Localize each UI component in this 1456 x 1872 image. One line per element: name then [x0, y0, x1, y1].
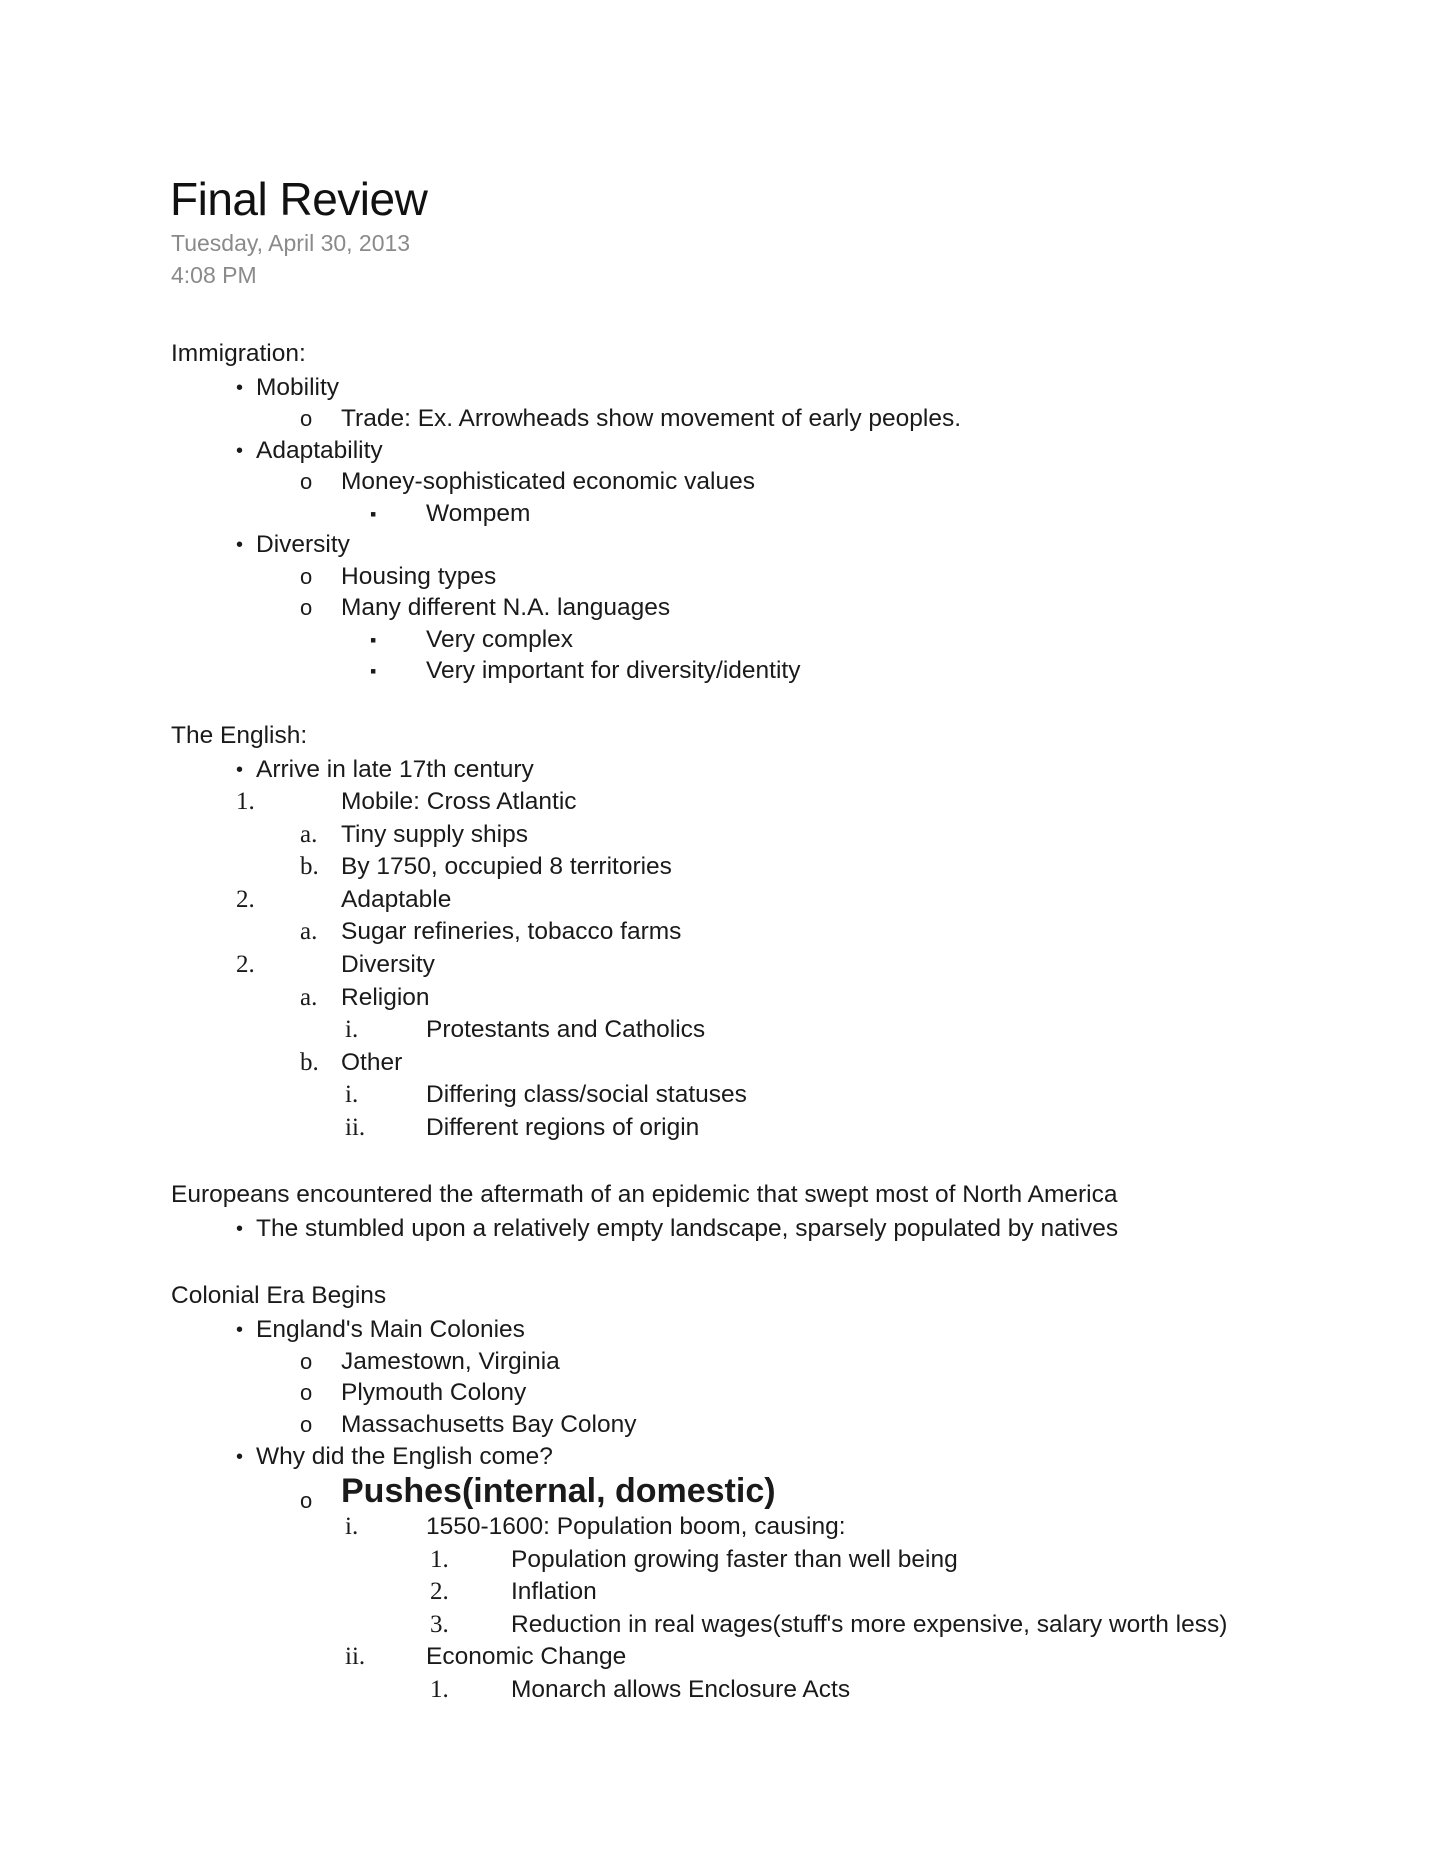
- note-date: Tuesday, April 30, 2013: [171, 230, 411, 256]
- outline-item-text: Pushes(internal, domestic): [341, 1472, 776, 1510]
- outline-item-text: Arrive in late 17th century: [256, 756, 534, 783]
- outline-item-text: Different regions of origin: [426, 1114, 700, 1141]
- list-number-marker: ii.: [345, 1114, 366, 1141]
- list-number-marker: 1.: [430, 1676, 449, 1703]
- outline-item-text: Plymouth Colony: [341, 1379, 527, 1406]
- list-number-marker: 2.: [430, 1578, 449, 1605]
- section-heading: Europeans encountered the aftermath of an epidemic that swept most of North America: [171, 1181, 1118, 1208]
- note-time: 4:08 PM: [171, 262, 257, 288]
- circle-bullet-marker: o: [300, 1380, 313, 1405]
- list-number-marker: i.: [345, 1081, 359, 1108]
- bullet-marker: •: [236, 1218, 244, 1240]
- outline-item-text: Diversity: [256, 531, 350, 558]
- circle-bullet-marker: o: [300, 1412, 313, 1437]
- bullet-marker: •: [236, 1446, 244, 1468]
- outline-item-text: Mobile: Cross Atlantic: [341, 788, 577, 815]
- list-number-marker: 2.: [236, 951, 255, 978]
- bullet-marker: •: [236, 534, 244, 556]
- list-number-marker: i.: [345, 1513, 359, 1540]
- outline-item-text: Other: [341, 1049, 403, 1076]
- outline-item-text: Reduction in real wages(stuff's more expensive, salary worth less): [511, 1611, 1228, 1638]
- outline-item-text: Many different N.A. languages: [341, 594, 671, 621]
- outline-item-text: Inflation: [511, 1578, 597, 1605]
- page-title: Final Review: [170, 173, 428, 225]
- outline-item-text: England's Main Colonies: [256, 1316, 525, 1343]
- circle-bullet-marker: o: [300, 406, 313, 431]
- outline-item-text: Why did the English come?: [256, 1443, 553, 1470]
- outline-item-text: By 1750, occupied 8 territories: [341, 853, 672, 880]
- outline-item-text: Protestants and Catholics: [426, 1016, 706, 1043]
- list-number-marker: a.: [300, 984, 318, 1011]
- outline-item-text: Sugar refineries, tobacco farms: [341, 918, 682, 945]
- outline-item-text: Adaptable: [341, 886, 452, 913]
- bullet-marker: •: [236, 1319, 244, 1341]
- square-bullet-marker: ▪: [370, 504, 377, 524]
- outline-item-text: Population growing faster than well being: [511, 1546, 958, 1573]
- outline-item-text: Monarch allows Enclosure Acts: [511, 1676, 851, 1703]
- circle-bullet-marker: o: [300, 1349, 313, 1374]
- square-bullet-marker: ▪: [370, 630, 377, 650]
- bullet-marker: •: [236, 440, 244, 462]
- list-number-marker: i.: [345, 1016, 359, 1043]
- circle-bullet-marker: o: [300, 595, 313, 620]
- list-number-marker: b.: [300, 853, 319, 880]
- bullet-marker: •: [236, 759, 244, 781]
- outline-item-text: Massachusetts Bay Colony: [341, 1411, 637, 1438]
- outline-item-text: The stumbled upon a relatively empty landscape, sparsely populated by natives: [256, 1215, 1119, 1242]
- outline-item-text: Jamestown, Virginia: [341, 1348, 560, 1375]
- list-number-marker: a.: [300, 918, 318, 945]
- section-heading: The English:: [171, 722, 308, 749]
- bullet-marker: •: [236, 377, 244, 399]
- list-number-marker: a.: [300, 821, 318, 848]
- outline-item-text: Wompem: [426, 500, 531, 527]
- section-heading: Colonial Era Begins: [171, 1282, 387, 1309]
- list-number-marker: b.: [300, 1049, 319, 1076]
- circle-bullet-marker: o: [300, 469, 313, 494]
- outline-item-text: Very important for diversity/identity: [426, 657, 801, 684]
- square-bullet-marker: ▪: [370, 661, 377, 681]
- list-number-marker: 2.: [236, 886, 255, 913]
- section-heading: Immigration:: [171, 340, 306, 367]
- outline-item-text: Differing class/social statuses: [426, 1081, 747, 1108]
- outline-item-text: Adaptability: [256, 437, 383, 464]
- outline-item-text: Economic Change: [426, 1643, 627, 1670]
- outline-item-text: Very complex: [426, 626, 574, 653]
- outline-item-text: Tiny supply ships: [341, 821, 529, 848]
- outline-item-text: Trade: Ex. Arrowheads show movement of early peoples.: [341, 405, 962, 432]
- outline-item-text: Money-sophisticated economic values: [341, 468, 755, 495]
- circle-bullet-marker: o: [300, 564, 313, 589]
- list-number-marker: 3.: [430, 1611, 449, 1638]
- outline-item-text: Housing types: [341, 563, 497, 590]
- outline-item-text: Mobility: [256, 374, 340, 401]
- circle-bullet-marker: o: [300, 1488, 313, 1513]
- outline-item-text: Diversity: [341, 951, 435, 978]
- list-number-marker: 1.: [430, 1546, 449, 1573]
- list-number-marker: ii.: [345, 1643, 366, 1670]
- outline-item-text: 1550-1600: Population boom, causing:: [426, 1513, 846, 1540]
- outline-item-text: Religion: [341, 984, 430, 1011]
- list-number-marker: 1.: [236, 788, 255, 815]
